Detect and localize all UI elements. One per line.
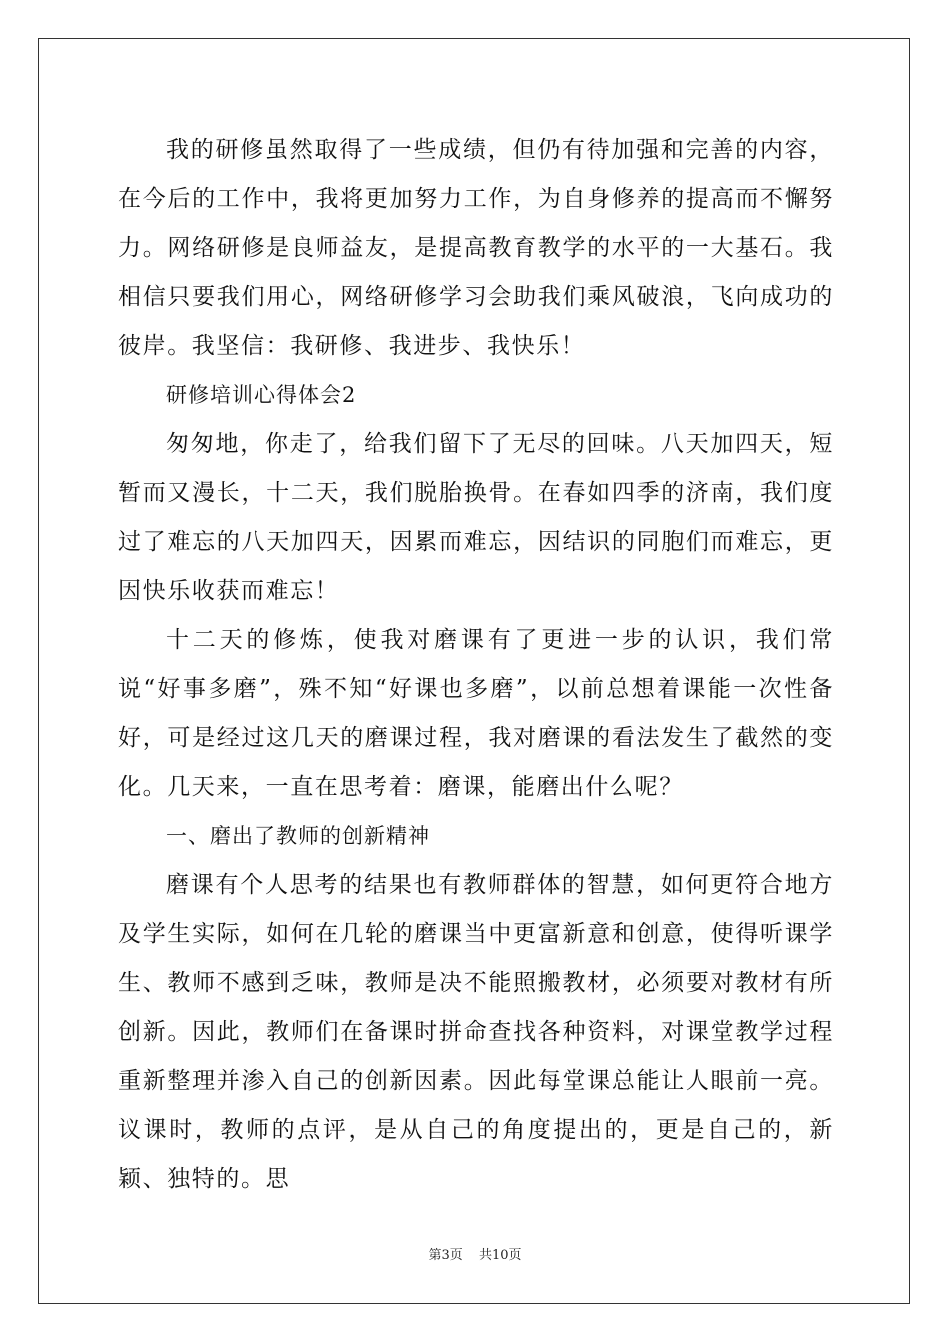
page-total: 共10页: [478, 1248, 522, 1263]
paragraph-3: 十二天的修炼，使我对磨课有了更进一步的认识，我们常说“好事多磨”，殊不知“好课也多磨”，以前总想着课能一次性备好，可是经过这几天的磨课过程，我对磨课的看法发生了截然的变化。几天来，一直在思考着：磨课，能磨出什么呢？: [118, 627, 834, 800]
page-number: 第3页: [428, 1248, 463, 1263]
document-body: [118, 126, 834, 1204]
page-footer: [0, 1244, 950, 1263]
paragraph-1: 我的研修虽然取得了一些成绩，但仍有待加强和完善的内容，在今后的工作中，我将更加努力工作，为自身修养的提高而不懈努力。网络研修是良师益友，是提高教育教学的水平的一大基石。我相信只要我们用心，网络研修学习会助我们乘风破浪，飞向成功的彼岸。我坚信：我研修、我进步、我快乐！: [118, 137, 834, 359]
section-heading-2: 研修培训心得体会2: [166, 383, 357, 407]
paragraph-2: 匆匆地，你走了，给我们留下了无尽的回味。八天加四天，短暂而又漫长，十二天，我们脱胎换骨。在春如四季的济南，我们度过了难忘的八天加四天，因累而难忘，因结识的同胞们而难忘，更因快乐收获而难忘！: [118, 431, 834, 604]
paragraph-4: 磨课有个人思考的结果也有教师群体的智慧，如何更符合地方及学生实际，如何在几轮的磨课当中更富新意和创意，使得听课学生、教师不感到乏味，教师是决不能照搬教材，必须要对教材有所创新。因此，教师们在备课时拼命查找各种资料，对课堂教学过程重新整理并渗入自己的创新因素。因此每堂课总能让人眼前一亮。议课时，教师的点评，是从自己的角度提出的，更是自己的，新颖、独特的。思: [118, 872, 834, 1192]
subsection-heading-1: 一、磨出了教师的创新精神: [166, 824, 430, 848]
